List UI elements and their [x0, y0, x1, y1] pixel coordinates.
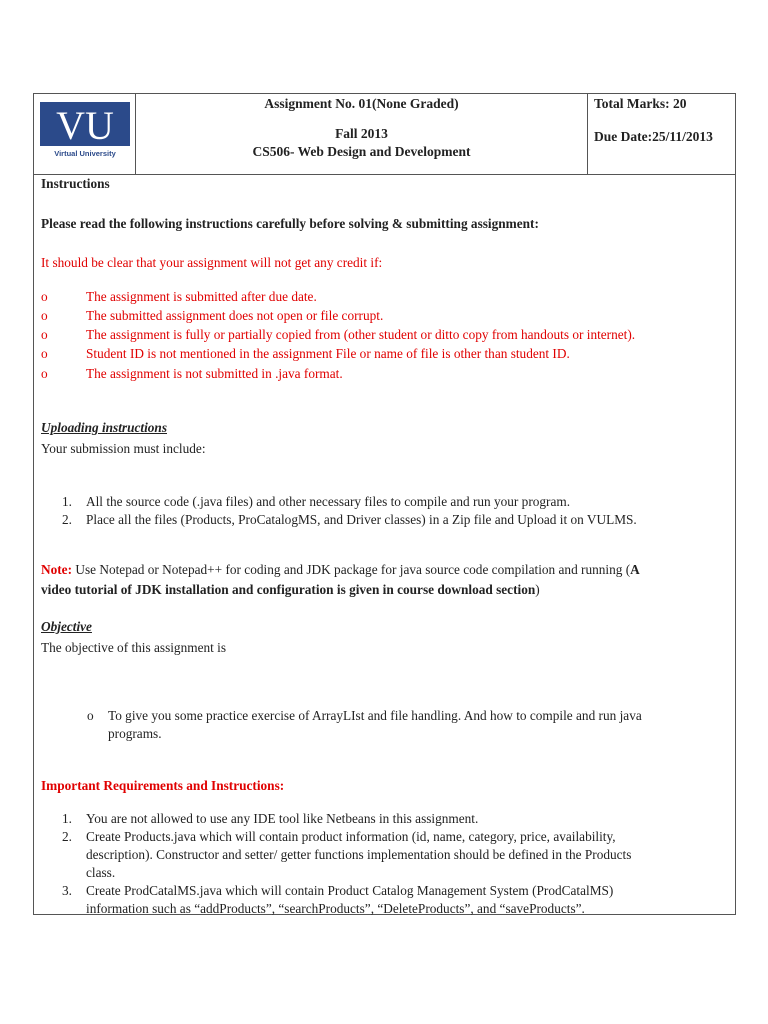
- list-bullet: o: [41, 289, 48, 304]
- objective-item: To give you some practice exercise of ArrayLIst and file handling. And how to compile and run java: [108, 708, 642, 723]
- course-title: CS506- Web Design and Development: [252, 144, 471, 159]
- note-label: Note:: [41, 562, 73, 577]
- list-item-continued: information such as “addProducts”, “searchProducts”, “DeleteProducts”, and “saveProducts”.: [86, 901, 585, 916]
- list-bullet: o: [41, 346, 48, 361]
- assignment-title: Assignment No. 01(None Graded): [264, 96, 459, 111]
- list-item-continued: class.: [86, 865, 116, 880]
- note-bold-text: video tutorial of JDK installation and configuration is given in course download section: [41, 582, 536, 597]
- svg-text:VU: VU: [56, 103, 114, 148]
- list-item: Create Products.java which will contain product information (id, name, category, price, availability,: [86, 829, 616, 844]
- objective-item-continued: programs.: [108, 726, 162, 741]
- instructions-lead: Please read the following instructions carefully before solving & submitting assignment:: [41, 216, 539, 231]
- list-bullet: o: [41, 366, 48, 381]
- list-item: Place all the files (Products, ProCatalogMS, and Driver classes) in a Zip file and Upload it on VULMS.: [86, 512, 637, 527]
- objective-heading: Objective: [41, 619, 92, 634]
- note-close: ): [535, 582, 540, 597]
- logo-subtitle: Virtual University: [54, 149, 116, 158]
- list-number: 2.: [62, 829, 72, 844]
- note-line: [41, 562, 640, 578]
- list-item: You are not allowed to use any IDE tool like Netbeans in this assignment.: [86, 811, 479, 826]
- term: Fall 2013: [335, 126, 388, 141]
- due-date: Due Date:25/11/2013: [594, 129, 713, 144]
- list-bullet: o: [41, 327, 48, 342]
- list-bullet: o: [41, 308, 48, 323]
- uploading-heading: Uploading instructions: [41, 420, 167, 435]
- list-item: The assignment is submitted after due date.: [86, 289, 317, 304]
- list-item: The assignment is fully or partially copied from (other student or ditto copy from handouts or internet).: [86, 327, 636, 342]
- marks-cell: [588, 94, 735, 174]
- note-bold-start: A: [630, 562, 640, 577]
- list-number: 1.: [62, 494, 72, 509]
- list-number: 2.: [62, 512, 72, 527]
- uploading-intro: Your submission must include:: [41, 441, 206, 456]
- logo-cell: [34, 94, 136, 174]
- list-number: 3.: [62, 883, 72, 898]
- list-item-continued: description). Constructor and setter/ getter functions implementation should be defined in the Products: [86, 847, 632, 862]
- list-item: The submitted assignment does not open or file corrupt.: [86, 308, 384, 323]
- list-item: Create ProdCatalMS.java which will contain Product Catalog Management System (ProdCatalMS): [86, 883, 614, 898]
- list-item: All the source code (.java files) and other necessary files to compile and run your program.: [86, 494, 571, 509]
- assignment-page: [33, 93, 736, 915]
- list-item: Student ID is not mentioned in the assignment File or name of file is other than student ID.: [86, 346, 570, 361]
- objective-intro: The objective of this assignment is: [41, 640, 227, 655]
- list-bullet: o: [87, 708, 94, 723]
- header-table: [34, 94, 735, 175]
- note-text: Use Notepad or Notepad++ for coding and JDK package for java source code compilation and running (: [72, 562, 631, 577]
- title-cell: [136, 94, 588, 174]
- instructions-heading: Instructions: [41, 176, 110, 191]
- requirements-heading: Important Requirements and Instructions:: [41, 778, 285, 793]
- credit-warning: It should be clear that your assignment will not get any credit if:: [41, 255, 383, 270]
- total-marks: Total Marks: 20: [594, 96, 687, 111]
- note-line-2: [41, 582, 540, 598]
- list-number: 1.: [62, 811, 72, 826]
- list-item: The assignment is not submitted in .java format.: [86, 366, 343, 381]
